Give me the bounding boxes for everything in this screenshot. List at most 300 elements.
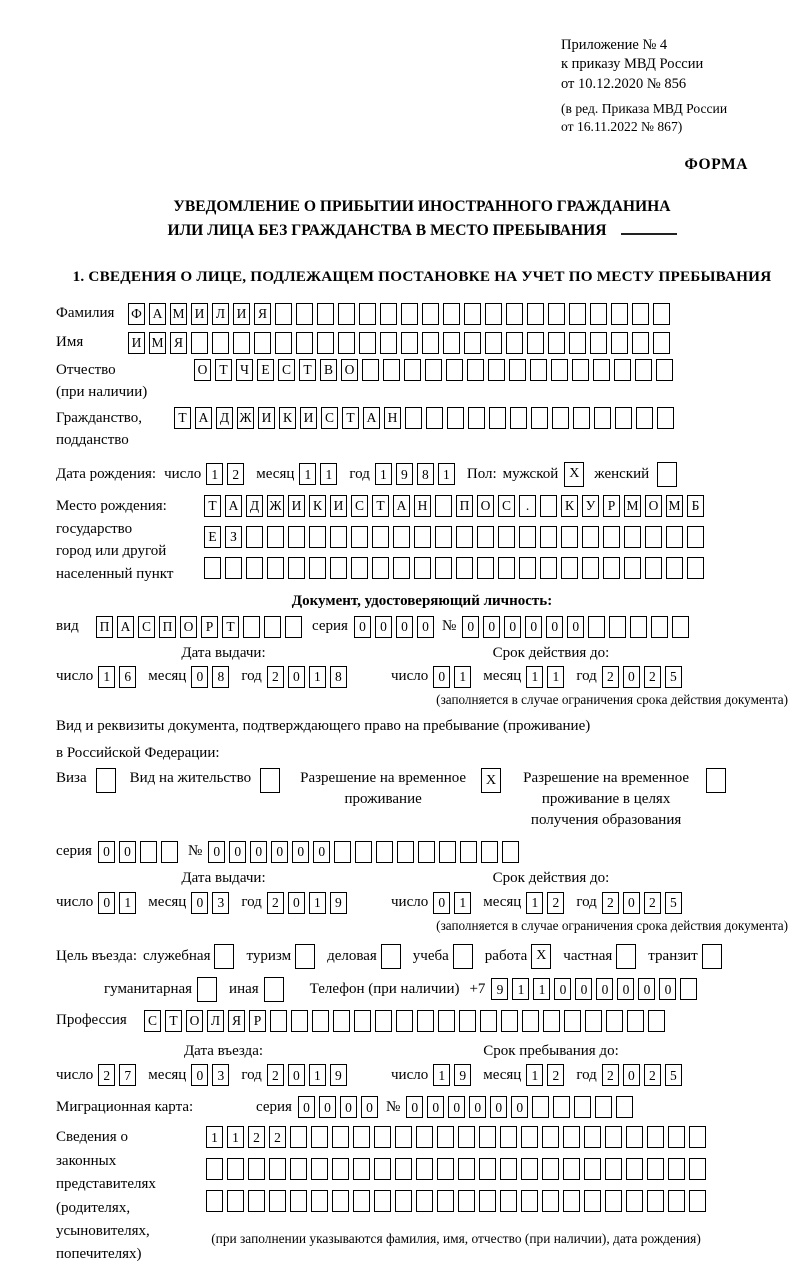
char-box[interactable]: Т <box>215 359 232 381</box>
char-box[interactable]: 9 <box>330 892 347 914</box>
char-box[interactable] <box>359 303 376 325</box>
char-box[interactable] <box>489 407 506 429</box>
char-box[interactable]: 5 <box>665 1064 682 1086</box>
char-box[interactable]: К <box>309 495 326 517</box>
char-box[interactable] <box>531 407 548 429</box>
char-box[interactable] <box>374 1158 391 1180</box>
char-box[interactable]: 3 <box>212 892 229 914</box>
char-box[interactable]: 1 <box>309 666 326 688</box>
char-box[interactable]: 0 <box>250 841 267 863</box>
char-box[interactable] <box>689 1126 706 1148</box>
char-box[interactable]: Т <box>372 495 389 517</box>
char-box[interactable] <box>437 1190 454 1212</box>
char-box[interactable] <box>376 841 393 863</box>
char-box[interactable]: С <box>321 407 338 429</box>
char-box[interactable]: 1 <box>533 978 550 1000</box>
purpose-transit-checkbox[interactable] <box>702 944 722 969</box>
purpose-tourism-checkbox[interactable] <box>295 944 315 969</box>
char-box[interactable]: 2 <box>644 892 661 914</box>
char-box[interactable]: Т <box>165 1010 182 1032</box>
char-box[interactable] <box>401 332 418 354</box>
char-box[interactable] <box>351 557 368 579</box>
char-box[interactable] <box>626 1190 643 1212</box>
char-box[interactable] <box>290 1158 307 1180</box>
char-box[interactable]: Я <box>254 303 271 325</box>
char-box[interactable]: 5 <box>665 892 682 914</box>
char-box[interactable]: 9 <box>491 978 508 1000</box>
char-box[interactable] <box>393 557 410 579</box>
temp-residence-edu-checkbox[interactable] <box>706 768 726 793</box>
char-box[interactable] <box>355 841 372 863</box>
char-box[interactable] <box>161 841 178 863</box>
char-box[interactable]: 0 <box>462 616 479 638</box>
char-box[interactable] <box>333 1010 350 1032</box>
char-box[interactable] <box>375 1010 392 1032</box>
char-box[interactable] <box>626 1126 643 1148</box>
char-box[interactable]: 0 <box>98 892 115 914</box>
char-box[interactable]: 0 <box>319 1096 336 1118</box>
char-box[interactable] <box>479 1190 496 1212</box>
char-box[interactable] <box>332 1190 349 1212</box>
char-box[interactable] <box>605 1158 622 1180</box>
char-box[interactable]: 0 <box>288 1064 305 1086</box>
char-box[interactable]: 1 <box>526 1064 543 1086</box>
char-box[interactable]: 6 <box>119 666 136 688</box>
char-box[interactable]: Ж <box>237 407 254 429</box>
char-box[interactable]: П <box>456 495 473 517</box>
char-box[interactable]: 0 <box>292 841 309 863</box>
char-box[interactable]: 0 <box>406 1096 423 1118</box>
char-box[interactable] <box>479 1126 496 1148</box>
char-box[interactable]: 9 <box>330 1064 347 1086</box>
char-box[interactable] <box>269 1158 286 1180</box>
char-box[interactable] <box>502 841 519 863</box>
char-box[interactable]: С <box>498 495 515 517</box>
char-box[interactable] <box>585 1010 602 1032</box>
char-box[interactable]: О <box>186 1010 203 1032</box>
char-box[interactable]: А <box>363 407 380 429</box>
residence-permit-checkbox[interactable] <box>260 768 280 793</box>
char-box[interactable] <box>521 1158 538 1180</box>
char-box[interactable]: 0 <box>396 616 413 638</box>
char-box[interactable]: С <box>144 1010 161 1032</box>
char-box[interactable] <box>248 1190 265 1212</box>
char-box[interactable] <box>362 359 379 381</box>
char-box[interactable] <box>657 407 674 429</box>
char-box[interactable]: 9 <box>454 1064 471 1086</box>
char-box[interactable]: 0 <box>448 1096 465 1118</box>
char-box[interactable]: Ж <box>267 495 284 517</box>
char-box[interactable] <box>653 303 670 325</box>
char-box[interactable]: 0 <box>361 1096 378 1118</box>
purpose-commercial-checkbox[interactable] <box>381 944 401 969</box>
char-box[interactable]: И <box>300 407 317 429</box>
char-box[interactable]: 2 <box>267 892 284 914</box>
char-box[interactable] <box>267 557 284 579</box>
char-box[interactable] <box>290 1190 307 1212</box>
char-box[interactable] <box>647 1126 664 1148</box>
char-box[interactable] <box>353 1158 370 1180</box>
char-box[interactable]: 1 <box>526 892 543 914</box>
char-box[interactable] <box>422 332 439 354</box>
char-box[interactable] <box>542 1158 559 1180</box>
char-box[interactable] <box>569 332 586 354</box>
char-box[interactable]: М <box>170 303 187 325</box>
char-box[interactable] <box>225 557 242 579</box>
char-box[interactable]: Б <box>687 495 704 517</box>
char-box[interactable] <box>521 1190 538 1212</box>
char-box[interactable]: 0 <box>617 978 634 1000</box>
char-box[interactable] <box>354 1010 371 1032</box>
char-box[interactable]: . <box>519 495 536 517</box>
char-box[interactable] <box>458 1126 475 1148</box>
char-box[interactable] <box>522 1010 539 1032</box>
char-box[interactable] <box>548 303 565 325</box>
char-box[interactable]: Р <box>201 616 218 638</box>
char-box[interactable] <box>404 359 421 381</box>
char-box[interactable] <box>530 359 547 381</box>
char-box[interactable]: 0 <box>567 616 584 638</box>
char-box[interactable]: Я <box>170 332 187 354</box>
purpose-study-checkbox[interactable] <box>453 944 473 969</box>
char-box[interactable]: П <box>96 616 113 638</box>
gender-male-checkbox[interactable]: X <box>564 462 584 487</box>
char-box[interactable] <box>647 1158 664 1180</box>
char-box[interactable] <box>687 557 704 579</box>
char-box[interactable] <box>227 1190 244 1212</box>
char-box[interactable]: О <box>477 495 494 517</box>
char-box[interactable] <box>477 557 494 579</box>
char-box[interactable] <box>485 303 502 325</box>
char-box[interactable]: 0 <box>623 892 640 914</box>
char-box[interactable] <box>624 557 641 579</box>
char-box[interactable]: О <box>341 359 358 381</box>
char-box[interactable]: И <box>128 332 145 354</box>
char-box[interactable] <box>468 407 485 429</box>
char-box[interactable] <box>561 526 578 548</box>
char-box[interactable] <box>615 407 632 429</box>
char-box[interactable] <box>380 303 397 325</box>
char-box[interactable] <box>540 495 557 517</box>
char-box[interactable]: А <box>117 616 134 638</box>
char-box[interactable] <box>480 1010 497 1032</box>
char-box[interactable] <box>485 332 502 354</box>
char-box[interactable] <box>527 303 544 325</box>
char-box[interactable]: 1 <box>433 1064 450 1086</box>
char-box[interactable]: А <box>225 495 242 517</box>
char-box[interactable]: 0 <box>638 978 655 1000</box>
char-box[interactable] <box>246 557 263 579</box>
temp-residence-checkbox[interactable]: X <box>481 768 501 793</box>
char-box[interactable] <box>645 557 662 579</box>
char-box[interactable]: 0 <box>469 1096 486 1118</box>
char-box[interactable]: 0 <box>511 1096 528 1118</box>
char-box[interactable]: К <box>561 495 578 517</box>
char-box[interactable] <box>296 303 313 325</box>
char-box[interactable] <box>542 1190 559 1212</box>
char-box[interactable]: 8 <box>417 463 434 485</box>
char-box[interactable] <box>563 1190 580 1212</box>
char-box[interactable] <box>351 526 368 548</box>
char-box[interactable] <box>500 1190 517 1212</box>
char-box[interactable]: 1 <box>375 463 392 485</box>
char-box[interactable] <box>405 407 422 429</box>
char-box[interactable] <box>569 303 586 325</box>
char-box[interactable] <box>458 1190 475 1212</box>
char-box[interactable]: 2 <box>227 463 244 485</box>
char-box[interactable]: 0 <box>546 616 563 638</box>
char-box[interactable] <box>395 1126 412 1148</box>
char-box[interactable]: У <box>582 495 599 517</box>
char-box[interactable] <box>416 1126 433 1148</box>
char-box[interactable] <box>438 1010 455 1032</box>
char-box[interactable] <box>459 1010 476 1032</box>
char-box[interactable] <box>584 1158 601 1180</box>
char-box[interactable] <box>582 557 599 579</box>
char-box[interactable] <box>605 1190 622 1212</box>
char-box[interactable]: П <box>159 616 176 638</box>
char-box[interactable] <box>588 616 605 638</box>
char-box[interactable] <box>414 526 431 548</box>
char-box[interactable]: Т <box>174 407 191 429</box>
char-box[interactable] <box>395 1158 412 1180</box>
char-box[interactable] <box>246 526 263 548</box>
char-box[interactable] <box>552 407 569 429</box>
char-box[interactable] <box>666 557 683 579</box>
char-box[interactable] <box>540 526 557 548</box>
char-box[interactable] <box>446 359 463 381</box>
char-box[interactable]: Т <box>342 407 359 429</box>
char-box[interactable]: А <box>195 407 212 429</box>
char-box[interactable]: С <box>138 616 155 638</box>
char-box[interactable] <box>594 407 611 429</box>
char-box[interactable] <box>439 841 456 863</box>
char-box[interactable]: Р <box>249 1010 266 1032</box>
char-box[interactable] <box>647 1190 664 1212</box>
char-box[interactable]: В <box>320 359 337 381</box>
char-box[interactable]: И <box>191 303 208 325</box>
char-box[interactable]: 8 <box>330 666 347 688</box>
char-box[interactable] <box>374 1190 391 1212</box>
char-box[interactable] <box>418 841 435 863</box>
char-box[interactable] <box>553 1096 570 1118</box>
char-box[interactable]: 0 <box>288 892 305 914</box>
char-box[interactable] <box>288 557 305 579</box>
char-box[interactable]: 1 <box>309 1064 326 1086</box>
char-box[interactable] <box>532 1096 549 1118</box>
char-box[interactable] <box>564 1010 581 1032</box>
char-box[interactable]: 0 <box>119 841 136 863</box>
char-box[interactable] <box>521 1126 538 1148</box>
char-box[interactable]: 1 <box>454 666 471 688</box>
char-box[interactable] <box>309 557 326 579</box>
char-box[interactable]: И <box>233 303 250 325</box>
char-box[interactable] <box>254 332 271 354</box>
char-box[interactable] <box>609 616 626 638</box>
char-box[interactable] <box>501 1010 518 1032</box>
char-box[interactable]: 9 <box>396 463 413 485</box>
char-box[interactable] <box>498 526 515 548</box>
char-box[interactable] <box>590 332 607 354</box>
char-box[interactable] <box>689 1190 706 1212</box>
char-box[interactable] <box>668 1158 685 1180</box>
char-box[interactable]: 0 <box>623 1064 640 1086</box>
char-box[interactable] <box>626 1158 643 1180</box>
char-box[interactable] <box>627 1010 644 1032</box>
char-box[interactable] <box>317 303 334 325</box>
char-box[interactable] <box>573 407 590 429</box>
char-box[interactable]: 1 <box>206 463 223 485</box>
char-box[interactable]: Д <box>216 407 233 429</box>
char-box[interactable] <box>584 1190 601 1212</box>
char-box[interactable] <box>435 495 452 517</box>
char-box[interactable] <box>397 841 414 863</box>
char-box[interactable] <box>551 359 568 381</box>
char-box[interactable]: 2 <box>248 1126 265 1148</box>
char-box[interactable] <box>498 557 515 579</box>
char-box[interactable] <box>416 1158 433 1180</box>
char-box[interactable] <box>603 557 620 579</box>
purpose-humanitarian-checkbox[interactable] <box>197 977 217 1002</box>
char-box[interactable] <box>506 303 523 325</box>
char-box[interactable] <box>311 1158 328 1180</box>
char-box[interactable] <box>561 557 578 579</box>
char-box[interactable]: 2 <box>602 666 619 688</box>
char-box[interactable] <box>330 557 347 579</box>
char-box[interactable] <box>191 332 208 354</box>
char-box[interactable]: 2 <box>547 892 564 914</box>
char-box[interactable] <box>614 359 631 381</box>
char-box[interactable] <box>309 526 326 548</box>
char-box[interactable]: 2 <box>602 892 619 914</box>
char-box[interactable] <box>425 359 442 381</box>
char-box[interactable]: А <box>393 495 410 517</box>
char-box[interactable] <box>291 1010 308 1032</box>
char-box[interactable]: 0 <box>433 666 450 688</box>
char-box[interactable]: Т <box>222 616 239 638</box>
char-box[interactable] <box>672 616 689 638</box>
char-box[interactable] <box>611 303 628 325</box>
char-box[interactable] <box>606 1010 623 1032</box>
char-box[interactable]: 2 <box>644 666 661 688</box>
char-box[interactable]: И <box>258 407 275 429</box>
char-box[interactable]: И <box>288 495 305 517</box>
char-box[interactable] <box>330 526 347 548</box>
char-box[interactable] <box>636 407 653 429</box>
char-box[interactable] <box>275 303 292 325</box>
char-box[interactable] <box>563 1126 580 1148</box>
char-box[interactable] <box>353 1126 370 1148</box>
char-box[interactable] <box>416 1190 433 1212</box>
char-box[interactable]: А <box>149 303 166 325</box>
char-box[interactable] <box>648 1010 665 1032</box>
gender-female-checkbox[interactable] <box>657 462 677 487</box>
char-box[interactable] <box>689 1158 706 1180</box>
char-box[interactable] <box>290 1126 307 1148</box>
char-box[interactable]: 2 <box>269 1126 286 1148</box>
char-box[interactable] <box>456 557 473 579</box>
char-box[interactable] <box>206 1158 223 1180</box>
char-box[interactable] <box>632 332 649 354</box>
char-box[interactable] <box>542 1126 559 1148</box>
purpose-work-checkbox[interactable]: X <box>531 944 551 969</box>
char-box[interactable]: 8 <box>212 666 229 688</box>
char-box[interactable] <box>312 1010 329 1032</box>
char-box[interactable] <box>374 1126 391 1148</box>
char-box[interactable] <box>212 332 229 354</box>
char-box[interactable] <box>311 1190 328 1212</box>
char-box[interactable]: Ф <box>128 303 145 325</box>
char-box[interactable]: 0 <box>504 616 521 638</box>
char-box[interactable]: 1 <box>438 463 455 485</box>
char-box[interactable] <box>635 359 652 381</box>
char-box[interactable] <box>668 1126 685 1148</box>
char-box[interactable]: Т <box>299 359 316 381</box>
char-box[interactable] <box>632 303 649 325</box>
char-box[interactable] <box>267 526 284 548</box>
char-box[interactable] <box>687 526 704 548</box>
char-box[interactable] <box>509 359 526 381</box>
char-box[interactable]: 1 <box>547 666 564 688</box>
char-box[interactable] <box>500 1158 517 1180</box>
char-box[interactable] <box>435 526 452 548</box>
char-box[interactable]: 1 <box>299 463 316 485</box>
char-box[interactable] <box>311 1126 328 1148</box>
char-box[interactable]: 0 <box>313 841 330 863</box>
char-box[interactable] <box>270 1010 287 1032</box>
char-box[interactable] <box>456 526 473 548</box>
char-box[interactable]: И <box>330 495 347 517</box>
char-box[interactable] <box>656 359 673 381</box>
char-box[interactable] <box>422 303 439 325</box>
char-box[interactable] <box>458 1158 475 1180</box>
char-box[interactable] <box>447 407 464 429</box>
char-box[interactable]: 0 <box>298 1096 315 1118</box>
char-box[interactable] <box>574 1096 591 1118</box>
char-box[interactable] <box>393 526 410 548</box>
char-box[interactable] <box>353 1190 370 1212</box>
char-box[interactable] <box>380 332 397 354</box>
char-box[interactable]: Л <box>207 1010 224 1032</box>
char-box[interactable] <box>479 1158 496 1180</box>
char-box[interactable] <box>204 557 221 579</box>
char-box[interactable]: 0 <box>490 1096 507 1118</box>
char-box[interactable] <box>519 526 536 548</box>
char-box[interactable] <box>477 526 494 548</box>
char-box[interactable]: 0 <box>354 616 371 638</box>
char-box[interactable]: 0 <box>191 1064 208 1086</box>
char-box[interactable] <box>464 303 481 325</box>
char-box[interactable]: Ч <box>236 359 253 381</box>
char-box[interactable]: 2 <box>602 1064 619 1086</box>
char-box[interactable]: 0 <box>288 666 305 688</box>
char-box[interactable] <box>264 616 281 638</box>
char-box[interactable] <box>248 1158 265 1180</box>
char-box[interactable]: Н <box>384 407 401 429</box>
char-box[interactable] <box>227 1158 244 1180</box>
char-box[interactable] <box>527 332 544 354</box>
char-box[interactable] <box>519 557 536 579</box>
char-box[interactable]: Е <box>204 526 221 548</box>
char-box[interactable] <box>563 1158 580 1180</box>
char-box[interactable]: 1 <box>119 892 136 914</box>
char-box[interactable] <box>460 841 477 863</box>
char-box[interactable] <box>611 332 628 354</box>
char-box[interactable] <box>543 1010 560 1032</box>
char-box[interactable] <box>383 359 400 381</box>
char-box[interactable]: 1 <box>227 1126 244 1148</box>
char-box[interactable]: 2 <box>98 1064 115 1086</box>
